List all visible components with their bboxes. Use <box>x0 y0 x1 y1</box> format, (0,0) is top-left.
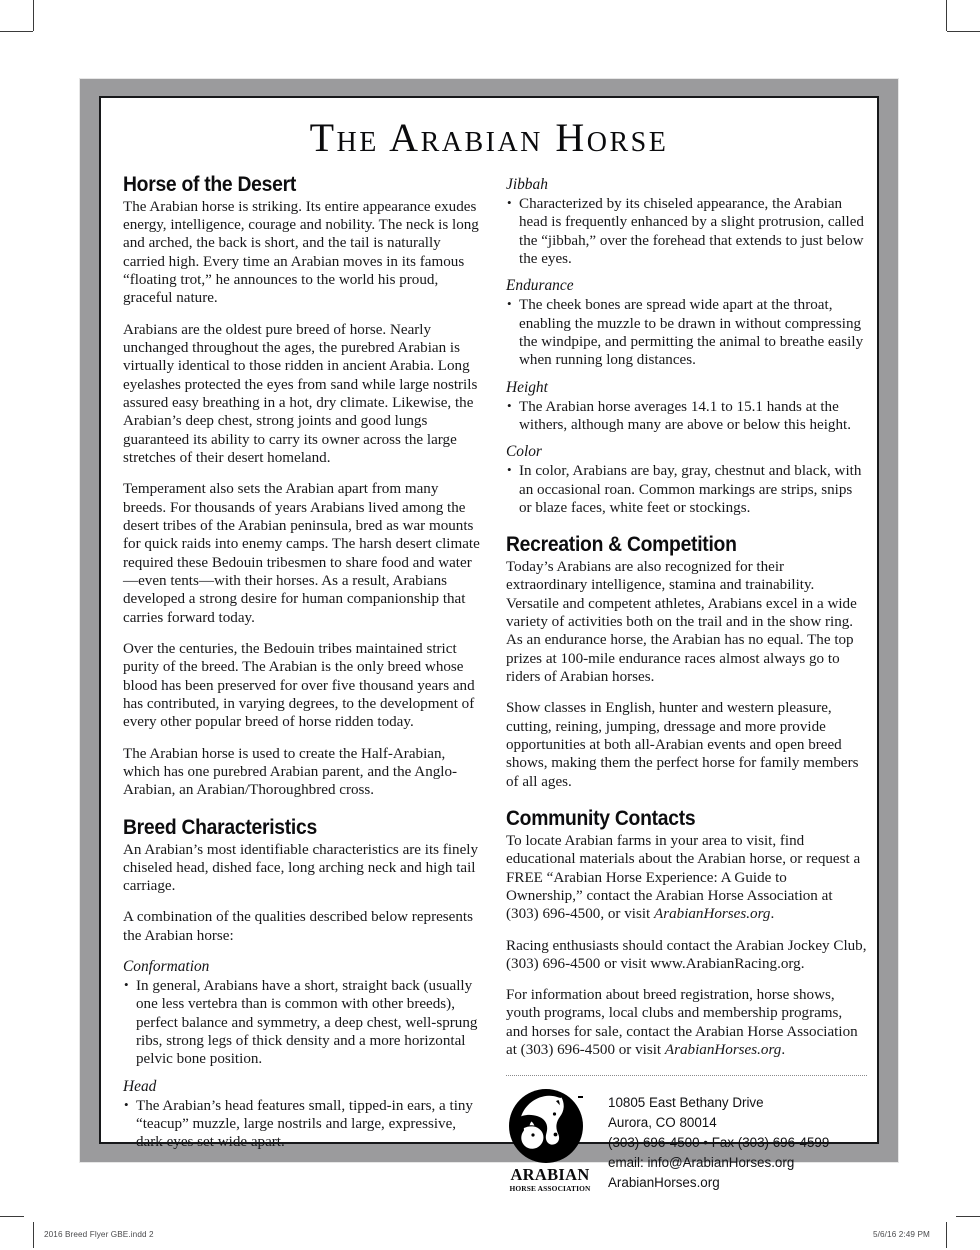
paragraph: The Arabian horse is used to create the Half-Arabian, which has one purebred Arabian parent, and the Anglo-Arabian, an Arabian/Thoroughbred cross. <box>123 745 458 799</box>
crop-mark-bottom-left-horizontal <box>0 1216 24 1217</box>
page-frame-border <box>80 79 898 1193</box>
trait-heading-head: Head <box>123 1077 157 1095</box>
paragraph-text: . <box>781 1042 786 1059</box>
paragraph: The Arabian horse is striking. Its entire appearance exudes energy, intelligence, courage and nobility. The neck is long and arched, the back is short, and the tail is naturally carried high. Every time an Arabian moves in its famous “floating trot,” he announces to the world his proud, graceful nature. <box>123 198 479 307</box>
logo-wordmark: ARABIAN <box>510 1165 590 1185</box>
phone-fax-line: (303) 696-4500 • Fax (303) 696-4599 <box>608 1135 830 1151</box>
two-column-body <box>123 173 867 1193</box>
list-item: • In general, Arabians have a short, straight back (usually one less vertebra than is common with other breeds), perfect balance and symmetry, a deep chest, well-sprung ribs, strong legs of thick density and a more horizontal pelvic bone position. <box>123 977 484 1069</box>
crop-mark-top-right-horizontal <box>947 31 980 32</box>
footer-divider <box>506 1075 867 1076</box>
paragraph: Today’s Arabians are also recognized for their extraordinary intelligence, stamina and trainability. Versatile and competent athletes, Arabians excel in a wide variety of activities both on the trail and in the show ring. As an endurance horse, the Arabian has no equal. The top prizes at 100-mile endurance races almost always go to riders of Arabian horses. <box>506 559 857 686</box>
paragraph <box>506 986 867 1059</box>
crop-mark-top-left-horizontal <box>0 31 33 32</box>
paragraph: Arabians are the oldest pure breed of horse. Nearly unchanged throughout the ages, the purebred Arabian is virtually identical to those ridden in ancient Arabia. Long eyelashes protected the eyes from sand while large nostrils assured easy breathing in a hot, dry climate. Likewise, the Arabian’s deep chest, strong joints and good lungs guaranteed its ability to carry its owner across the large stretches of their desert homeland. <box>123 321 478 467</box>
paragraph: Temperament also sets the Arabian apart from many breeds. For thousands of years Arabians lived among the desert tribes of the Arabian peninsula, bred as war mounts for quick raids into enemy camps. The harsh desert climate required these Bedouin tribesmen to share food and water—even tents—with their horses. As a result, Arabians developed a strong desire for human companionship that carries forward today. <box>123 481 480 626</box>
print-footer-timestamp: 5/6/16 2:49 PM <box>873 1230 930 1239</box>
trait-bullet-list <box>506 195 867 268</box>
horse-head-logo-icon <box>506 1088 590 1166</box>
email-line[interactable]: email: info@ArabianHorses.org <box>608 1154 795 1170</box>
crop-mark-top-left-vertical <box>33 0 34 31</box>
section-heading-community-contacts: Community Contacts <box>506 807 696 831</box>
website-link-arabianhorses[interactable]: ArabianHorses.org <box>654 906 771 923</box>
paragraph <box>506 832 867 924</box>
print-footer-filename: 2016 Breed Flyer GBE.indd 2 <box>44 1230 154 1239</box>
print-footer <box>0 1222 980 1248</box>
crop-mark-top-right-vertical <box>946 0 947 31</box>
page-title: The Arabian Horse <box>309 115 669 160</box>
address-line: Aurora, CO 80014 <box>608 1115 717 1131</box>
paragraph: Show classes in English, hunter and western pleasure, cutting, reining, jumping, dressage and more provide opportunities at both all-Arabian events and open breed shows, making them the perfect horse for family members of all ages. <box>506 700 859 790</box>
trait-heading-conformation: Conformation <box>123 958 210 976</box>
paragraph-text: For information about breed registration, horse shows, youth programs, local clubs and membership programs, and horses for sale, contact the Arabian Horse Association at (303) 696-4500 or visit <box>506 987 858 1059</box>
paragraph: A combination of the qualities described below represents the Arabian horse: <box>123 909 473 944</box>
arabian-horse-association-logo <box>506 1088 594 1192</box>
section-heading-recreation-competition: Recreation & Competition <box>506 533 737 557</box>
list-item: • In color, Arabians are bay, gray, chestnut and black, with an occasional roan. Common markings are strips, snips or blaze faces, white feet or stockings. <box>506 462 867 517</box>
trait-bullet-list <box>506 296 867 369</box>
trait-bullet-list <box>506 398 867 435</box>
page-content-area <box>99 96 879 1193</box>
trait-bullet-list <box>123 1097 484 1152</box>
list-item: • Characterized by its chiseled appearance, the Arabian head is frequently enhanced by a slight protrusion, called the “jibbah,” over the forehead that extends to just below the eyes. <box>506 195 867 268</box>
trait-bullet-list <box>123 977 484 1069</box>
logo-subtext: HORSE ASSOCIATION <box>509 1183 591 1193</box>
trait-heading-endurance: Endurance <box>506 277 574 295</box>
address-block <box>608 1088 829 1192</box>
right-column <box>506 174 867 1193</box>
section-heading-breed-characteristics: Breed Characteristics <box>123 815 317 839</box>
address-line: 10805 East Bethany Drive <box>608 1095 764 1111</box>
list-item: • The Arabian’s head features small, tipped-in ears, a tiny “teacup” muzzle, large nostrils and large, expressive, dark eyes set wide apart. <box>123 1097 484 1152</box>
list-item: • The cheek bones are spread wide apart at the throat, enabling the muzzle to be drawn in without compressing the windpipe, and permitting the animal to breathe easily when running long distances. <box>506 296 867 369</box>
left-column <box>123 174 484 1154</box>
trait-heading-jibbah: Jibbah <box>506 176 548 193</box>
crop-mark-bottom-right-horizontal <box>956 1216 980 1217</box>
paragraph-text: . <box>770 906 775 923</box>
website-link-arabianhorses[interactable]: ArabianHorses.org <box>664 1042 782 1059</box>
paragraph-text: To locate Arabian farms in your area to visit, find educational materials about the Arabian horse, or request a FREE “Arabian Horse Experience: A Guide to Ownership,” contact the Arabian Horse Association at (303) 696-4500, or visit <box>506 832 861 923</box>
contact-block <box>506 1088 867 1192</box>
paragraph: An Arabian’s most identifiable characteristics are its finely chiseled head, dished face, long arching neck and high tail carriage. <box>123 841 479 895</box>
list-item: • The Arabian horse averages 14.1 to 15.1 hands at the withers, although many are above or below this height. <box>506 398 867 435</box>
website-line[interactable]: ArabianHorses.org <box>608 1174 720 1190</box>
trait-heading-color: Color <box>506 443 542 461</box>
paragraph: Over the centuries, the Bedouin tribes maintained strict purity of the breed. The Arabian is the only breed whose blood has been preserved for over five thousand years and has contributed, in varying degrees, to the development of every other popular breed of horse ridden today. <box>123 641 475 731</box>
trait-bullet-list <box>506 462 867 517</box>
paragraph: Racing enthusiasts should contact the Arabian Jockey Club, (303) 696-4500 or visit www.ArabianRacing.org. <box>506 937 867 972</box>
section-heading-horse-of-the-desert: Horse of the Desert <box>123 173 296 196</box>
trait-heading-height: Height <box>506 378 548 396</box>
